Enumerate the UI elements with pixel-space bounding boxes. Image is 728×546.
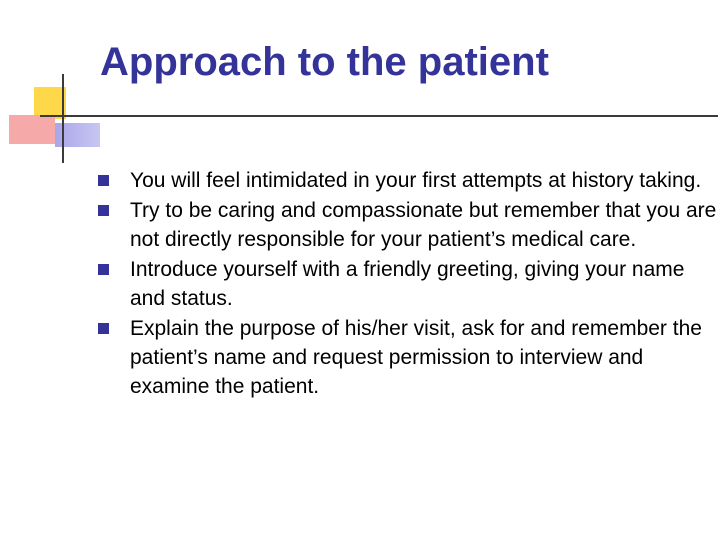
square-bullet-icon — [98, 323, 109, 334]
bullet-text: Try to be caring and compassionate but remember that you are not directly responsible for your patient’s medical care. — [130, 199, 717, 251]
square-bullet-icon — [98, 205, 109, 216]
bullet-text: You will feel intimidated in your first attempts at history taking. — [130, 169, 702, 192]
square-bullet-icon — [98, 175, 109, 186]
bullet-text: Explain the purpose of his/her visit, ask for and remember the patient’s name and request permission to interview and examine the patient. — [130, 317, 702, 398]
bullet-item — [94, 314, 724, 401]
bullet-text: Introduce yourself with a friendly greeting, giving your name and status. — [130, 258, 685, 310]
bullet-item — [94, 255, 724, 313]
pink-square — [9, 115, 55, 144]
bullet-item — [94, 166, 724, 195]
vertical-rule — [62, 74, 64, 163]
slide-title: Approach to the patient — [100, 40, 549, 84]
bullet-item — [94, 196, 724, 254]
title-divider — [40, 115, 718, 117]
bullet-list — [94, 166, 724, 402]
square-bullet-icon — [98, 264, 109, 275]
